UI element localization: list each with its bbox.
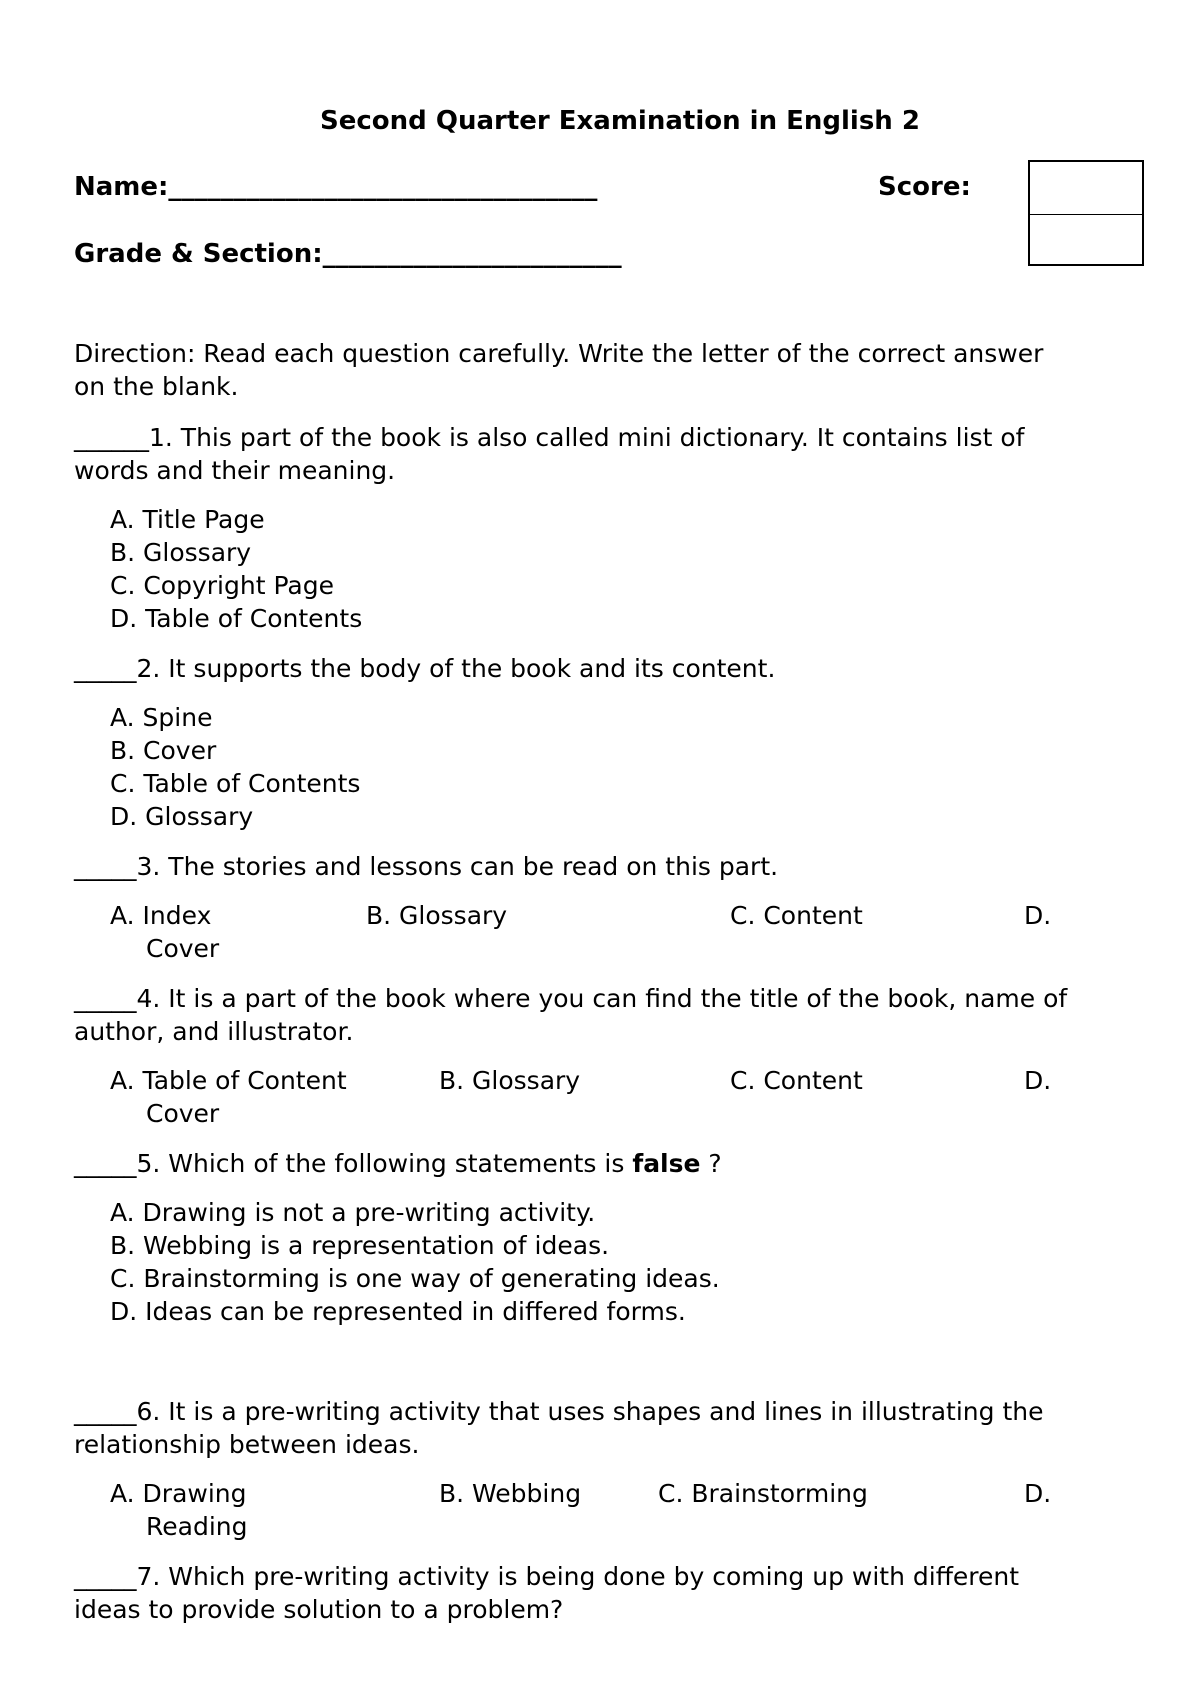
- question-2-option-d: D. Glossary: [110, 802, 254, 831]
- question-6-option-a: A. Drawing: [110, 1479, 247, 1508]
- question-6-option-d-text: Reading: [146, 1512, 248, 1541]
- question-5-emphasis: false: [632, 1149, 701, 1178]
- question-7-text-line-1: _____7. Which pre-writing activity is being done by coming up with different: [74, 1562, 1020, 1591]
- question-5-option-c: C. Brainstorming is one way of generating ideas.: [110, 1264, 720, 1293]
- question-1-text-line-1: ______1. This part of the book is also called mini dictionary. It contains list of: [74, 423, 1025, 452]
- question-4-text-line-1: _____4. It is a part of the book where you can find the title of the book, name of: [74, 984, 1068, 1013]
- question-1-option-b: B. Glossary: [110, 538, 252, 567]
- grade-section-field-label: Grade & Section:_______________________: [74, 239, 622, 269]
- question-1-option-a: A. Title Page: [110, 505, 265, 534]
- question-1-text-line-2: words and their meaning.: [74, 456, 396, 485]
- score-label: Score:: [878, 172, 971, 202]
- question-4-option-c: C. Content: [730, 1066, 863, 1095]
- question-4-option-b: B. Glossary: [439, 1066, 581, 1095]
- score-box: [1028, 160, 1144, 266]
- question-3-option-c: C. Content: [730, 901, 863, 930]
- question-7-text-line-2: ideas to provide solution to a problem?: [74, 1595, 564, 1624]
- question-5-option-d: D. Ideas can be represented in differed forms.: [110, 1297, 686, 1326]
- score-box-divider: [1030, 214, 1142, 215]
- question-3-option-d-text: Cover: [146, 934, 220, 963]
- question-3-option-b: B. Glossary: [366, 901, 508, 930]
- question-5-text-start: _____5. Which of the following statements is: [74, 1149, 633, 1178]
- question-3-text: _____3. The stories and lessons can be read on this part.: [74, 852, 779, 881]
- question-1-option-d: D. Table of Contents: [110, 604, 363, 633]
- question-2-text: _____2. It supports the body of the book and its content.: [74, 654, 776, 683]
- question-4-option-d-text: Cover: [146, 1099, 220, 1128]
- direction-text-line-2: on the blank.: [74, 372, 239, 401]
- question-5-text-end: ?: [700, 1149, 722, 1178]
- question-2-option-a: A. Spine: [110, 703, 213, 732]
- direction-text-line-1: Direction: Read each question carefully. Write the letter of the correct answer: [74, 339, 1044, 368]
- question-6-option-b: B. Webbing: [439, 1479, 582, 1508]
- question-5-option-b: B. Webbing is a representation of ideas.: [110, 1231, 610, 1260]
- question-2-option-c: C. Table of Contents: [110, 769, 361, 798]
- question-5-option-a: A. Drawing is not a pre-writing activity.: [110, 1198, 596, 1227]
- question-6-text-line-2: relationship between ideas.: [74, 1430, 420, 1459]
- question-6-option-c: C. Brainstorming: [658, 1479, 868, 1508]
- question-2-option-b: B. Cover: [110, 736, 217, 765]
- question-3-option-a: A. Index: [110, 901, 212, 930]
- question-1-option-c: C. Copyright Page: [110, 571, 334, 600]
- question-4-option-d-letter: D.: [1024, 1066, 1052, 1095]
- name-field-label: Name:_________________________________: [74, 172, 598, 202]
- question-5-text: [74, 1147, 722, 1180]
- question-4-text-line-2: author, and illustrator.: [74, 1017, 354, 1046]
- page-title: Second Quarter Examination in English 2: [320, 106, 920, 136]
- question-4-option-a: A. Table of Content: [110, 1066, 347, 1095]
- question-3-option-d-letter: D.: [1024, 901, 1052, 930]
- question-6-text-line-1: _____6. It is a pre-writing activity that uses shapes and lines in illustrating the: [74, 1397, 1044, 1426]
- question-6-option-d-letter: D.: [1024, 1479, 1052, 1508]
